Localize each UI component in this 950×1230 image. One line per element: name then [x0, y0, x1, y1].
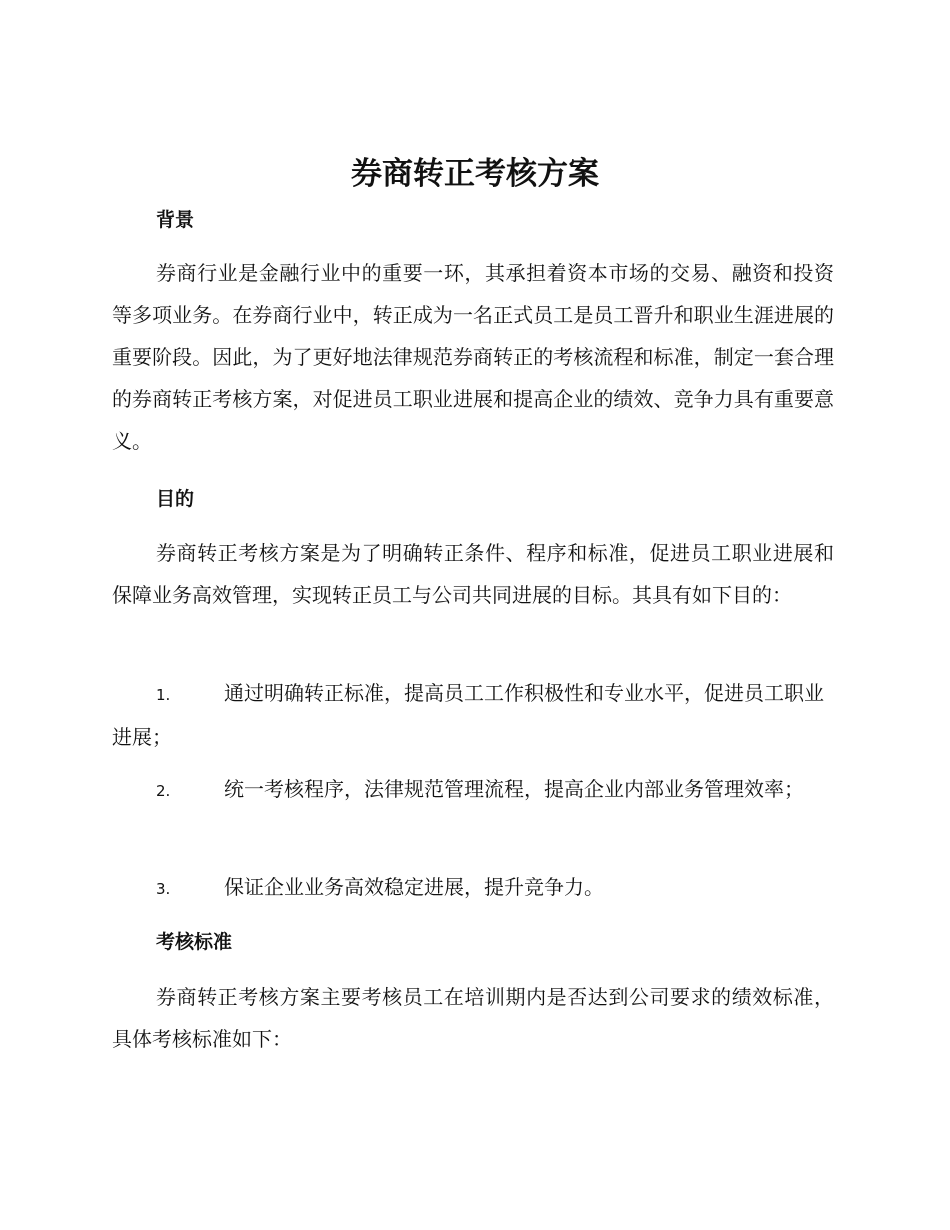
list-item-text: 保证企业业务高效稳定进展，提升竞争力。 [224, 875, 604, 899]
purpose-paragraph: 券商转正考核方案是为了明确转正条件、程序和标准，促进员工职业进展和保障业务高效管理，实现转正员工与公司共同进展的目标。其具有如下目的： [112, 541, 834, 607]
background-paragraph: 券商行业是金融行业中的重要一环，其承担着资本市场的交易、融资和投资等多项业务。在券商行业中，转正成为一名正式员工是员工晋升和职业生涯进展的重要阶段。因此，为了更好地法律规范券商转正的考核流程和标准，制定一套合理的券商转正考核方案，对促进员工职业进展和提高企业的绩效、竞争力具有重要意义。 [112, 261, 834, 453]
list-item [112, 866, 834, 910]
section-heading-background: 背景 [156, 209, 195, 231]
section-heading-purpose: 目的 [156, 488, 195, 510]
list-item-number: 3. [156, 880, 171, 898]
criteria-paragraph: 券商转正考核方案主要考核员工在培训期内是否达到公司要求的绩效标准，具体考核标准如下： [112, 985, 834, 1051]
list-item-number: 2. [156, 782, 171, 800]
list-item-number: 1. [156, 686, 171, 704]
list-item [112, 768, 834, 812]
document-title: 券商转正考核方案 [351, 156, 599, 192]
section-heading-criteria: 考核标准 [156, 931, 233, 953]
list-item [112, 672, 834, 758]
list-item-text: 统一考核程序，法律规范管理流程，提高企业内部业务管理效率； [224, 777, 804, 801]
list-item-text: 通过明确转正标准，提高员工工作积极性和专业水平，促进员工职业进展； [112, 681, 824, 749]
